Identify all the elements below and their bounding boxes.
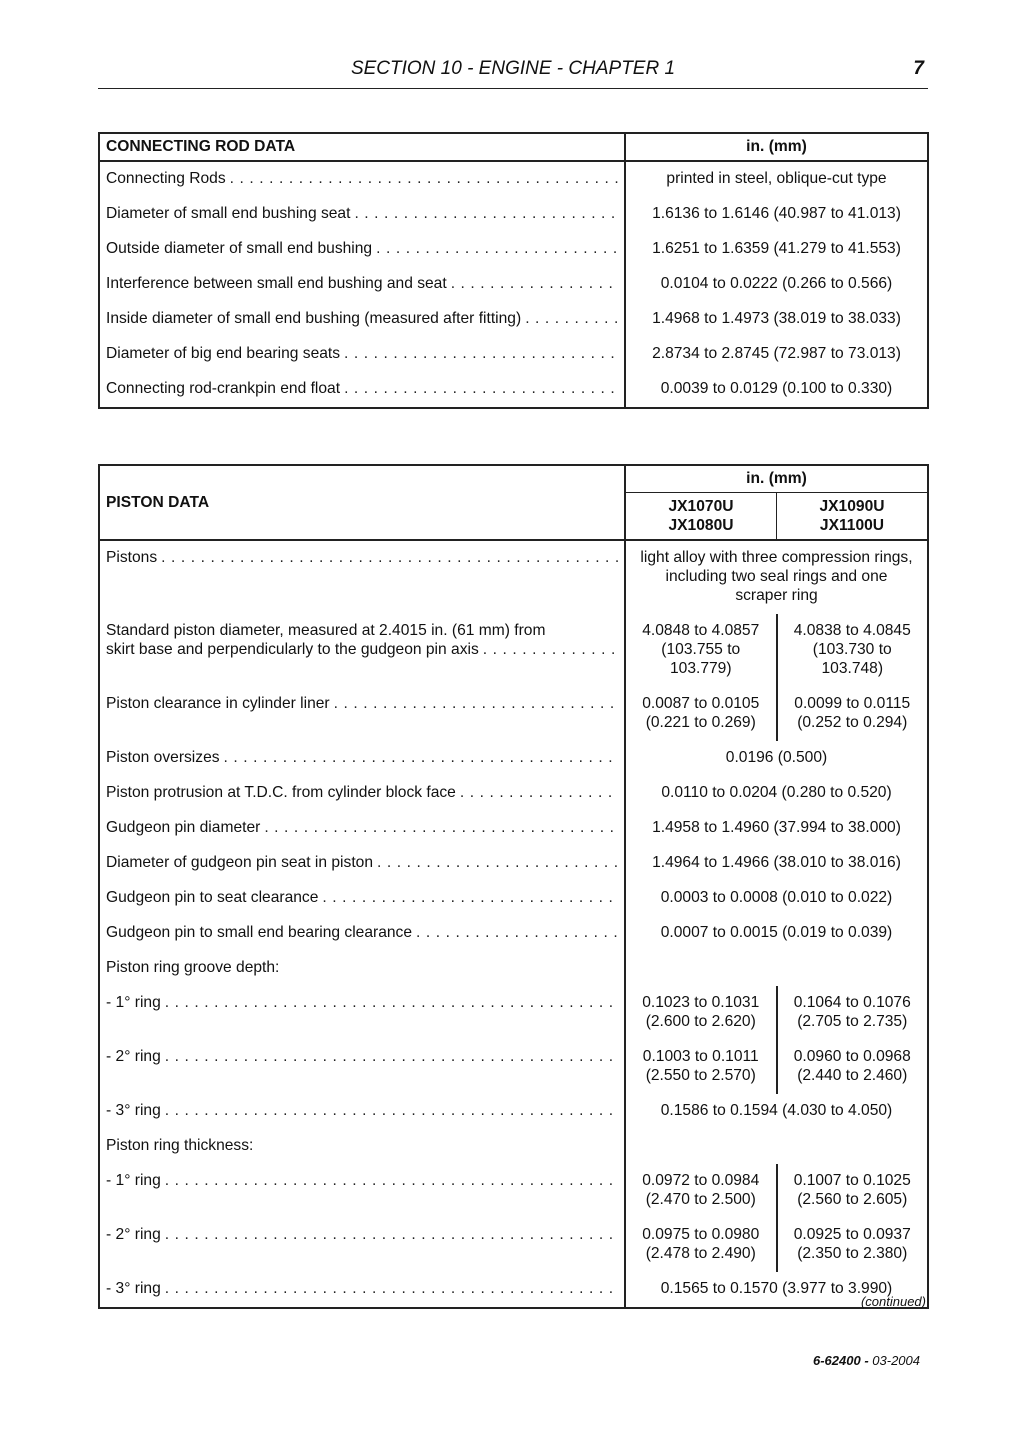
row-value-col2: 0.0099 to 0.0115 (0.252 to 0.294): [794, 695, 911, 731]
row-value-col1: 0.0972 to 0.0984 (2.470 to 2.500): [625, 1164, 777, 1218]
row-value: 1.4964 to 1.4966 (38.010 to 38.016): [652, 854, 901, 871]
table-row: [99, 846, 928, 881]
table-row: [99, 1218, 928, 1272]
row-value-col1: 4.0848 to 4.0857 (103.755 to 103.779): [625, 614, 777, 687]
table-row: [99, 951, 928, 986]
row-label: - 3° ring: [106, 1102, 161, 1119]
footer-separator: -: [860, 1353, 873, 1368]
table-row: [99, 741, 928, 776]
table-row: [99, 161, 928, 197]
continued-note: (continued): [860, 1294, 926, 1309]
table-row: [99, 811, 928, 846]
doc-date: 03-2004: [872, 1353, 920, 1368]
section-title: SECTION 10 - ENGINE - CHAPTER 1: [350, 58, 676, 79]
row-value: 0.0003 to 0.0008 (0.010 to 0.022): [660, 889, 893, 906]
row-value-col2: 0.0960 to 0.0968 (2.440 to 2.460): [793, 1048, 911, 1084]
table-row: [99, 337, 928, 372]
model-jx1090u: JX1090U: [819, 498, 885, 515]
row-label: Piston protrusion at T.D.C. from cylinder block face: [106, 784, 456, 801]
table-row: [99, 540, 928, 614]
table-row: [99, 267, 928, 302]
model-column-1: [625, 493, 777, 541]
model-jx1100u: JX1100U: [819, 517, 885, 534]
table-row: [99, 1129, 928, 1164]
row-value: 1.6251 to 1.6359 (41.279 to 41.553): [652, 240, 901, 257]
row-label: Outside diameter of small end bushing: [106, 240, 373, 257]
row-value: 0.0007 to 0.0015 (0.019 to 0.039): [660, 924, 893, 941]
row-label: Gudgeon pin diameter: [106, 819, 261, 836]
page-number: 7: [913, 58, 924, 79]
row-value-col1: 0.0087 to 0.0105 (0.221 to 0.269): [625, 687, 777, 741]
row-value-col2: 0.1064 to 0.1076 (2.705 to 2.735): [793, 994, 911, 1030]
piston-table-title: PISTON DATA: [99, 465, 625, 540]
table-row: [99, 916, 928, 951]
row-label: - 2° ring: [106, 1226, 161, 1243]
table-row: [99, 687, 928, 741]
table-row: [99, 197, 928, 232]
table-row: [99, 302, 928, 337]
header-rule: [98, 88, 928, 89]
row-value: 0.1565 to 0.1570 (3.977 to 3.990): [660, 1280, 893, 1297]
row-label: Piston clearance in cylinder liner: [106, 695, 330, 712]
row-label: - 2° ring: [106, 1048, 161, 1065]
table-row: [99, 986, 928, 1040]
row-label: - 1° ring: [106, 1172, 161, 1189]
table-row: [99, 614, 928, 687]
row-label: - 1° ring: [106, 994, 161, 1011]
row-label: Inside diameter of small end bushing (measured after fitting): [106, 310, 522, 327]
document-footer: [700, 1353, 920, 1368]
row-value: printed in steel, oblique-cut type: [666, 170, 887, 187]
table-row: [99, 1164, 928, 1218]
row-value-col2: 4.0838 to 4.0845 (103.730 to 103.748): [793, 622, 911, 677]
row-label: Diameter of small end bushing seat: [106, 205, 351, 222]
row-value-col1: 0.1023 to 0.1031 (2.600 to 2.620): [625, 986, 777, 1040]
piston-table-unit: in. (mm): [625, 465, 928, 493]
table-row: [99, 1094, 928, 1129]
row-value: 0.1586 to 0.1594 (4.030 to 4.050): [660, 1102, 893, 1119]
table-row: [99, 881, 928, 916]
model-jx1080u: JX1080U: [668, 517, 734, 534]
model-jx1070u: JX1070U: [668, 498, 734, 515]
row-value: 0.0104 to 0.0222 (0.266 to 0.566): [660, 275, 893, 292]
row-value: light alloy with three compression rings, including two seal rings and one scraper ring: [640, 549, 913, 604]
rod-table-title: CONNECTING ROD DATA: [99, 133, 625, 161]
row-value: 2.8734 to 2.8745 (72.987 to 73.013): [652, 345, 901, 362]
row-label: skirt base and perpendicularly to the gudgeon pin axis: [106, 641, 479, 658]
row-label: Connecting rod-crankpin end float: [106, 380, 341, 397]
row-label: Diameter of big end bearing seats: [106, 345, 341, 362]
row-value: 0.0196 (0.500): [725, 749, 828, 766]
model-column-2: [777, 493, 929, 541]
row-label: Diameter of gudgeon pin seat in piston: [106, 854, 373, 871]
row-value-col1: 0.1003 to 0.1011 (2.550 to 2.570): [625, 1040, 777, 1094]
row-label: Gudgeon pin to small end bearing clearance: [106, 924, 413, 941]
row-value-col2: 0.1007 to 0.1025 (2.560 to 2.605): [793, 1172, 911, 1208]
row-label: Interference between small end bushing and seat: [106, 275, 447, 292]
row-label: Gudgeon pin to seat clearance: [106, 889, 319, 906]
row-value: 1.4958 to 1.4960 (37.994 to 38.000): [652, 819, 901, 836]
table-row: [99, 372, 928, 408]
row-value-col1: 0.0975 to 0.0980 (2.478 to 2.490): [625, 1218, 777, 1272]
table-row: [99, 232, 928, 267]
row-value-col2: 0.0925 to 0.0937 (2.350 to 2.380): [793, 1226, 911, 1262]
row-label: - 3° ring: [106, 1280, 161, 1297]
doc-code: 6-62400: [813, 1353, 861, 1368]
table-row: [99, 1040, 928, 1094]
row-value: 1.6136 to 1.6146 (40.987 to 41.013): [652, 205, 901, 222]
row-label: Connecting Rods: [106, 170, 226, 187]
row-value: 1.4968 to 1.4973 (38.019 to 38.033): [652, 310, 901, 327]
row-value: 0.0110 to 0.0204 (0.280 to 0.520): [661, 784, 892, 801]
row-label: Standard piston diameter, measured at 2.4015 in. (61 mm) from: [106, 622, 546, 639]
row-label: Pistons: [106, 549, 158, 566]
table-row: [99, 776, 928, 811]
row-value: 0.0039 to 0.0129 (0.100 to 0.330): [660, 380, 893, 397]
row-heading: Piston ring thickness:: [99, 1129, 625, 1164]
connecting-rod-table: [98, 132, 929, 409]
row-heading: Piston ring groove depth:: [99, 951, 625, 986]
rod-table-unit: in. (mm): [625, 133, 928, 161]
row-label: Piston oversizes: [106, 749, 220, 766]
piston-table: [98, 464, 929, 1309]
